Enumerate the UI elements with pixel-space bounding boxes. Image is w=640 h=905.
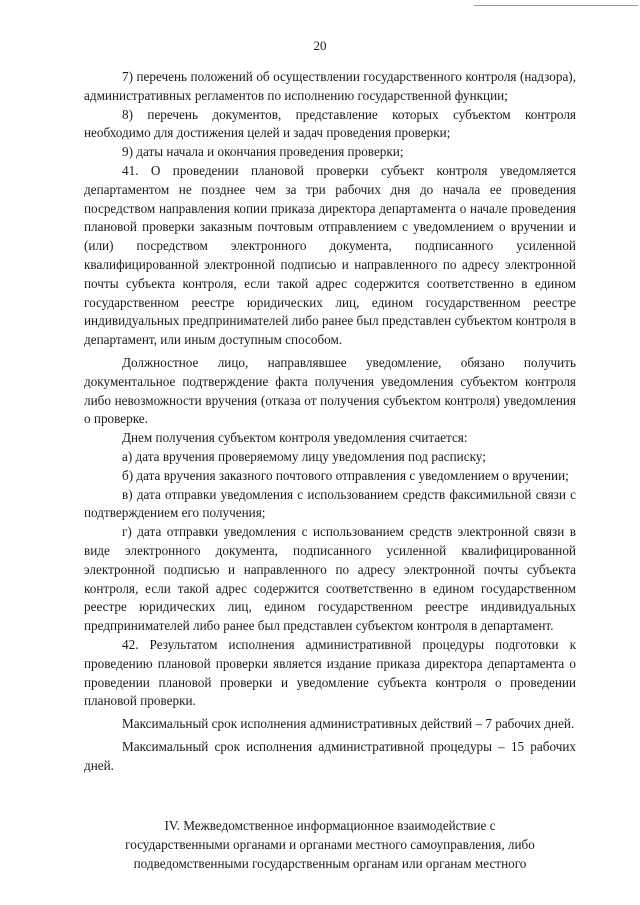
paragraph-41: 41. О проведении плановой проверки субъект контроля уведомляется департаментом не позднее чем за три рабочих дня до начала ее проведения посредством направления копии приказа директора департамента о начале проведения плановой проверки заказным почтовым отправлением с уведомлением о вручении и (или) посредством электронного документа, подписанного усиленной квалифицированной электронной подписью и направленного по адресу электронной почты субъекта контроля, если такой адрес содержится соответственно в едином государственном реестре юридических лиц, едином государственном реестре индивидуальных предпринимателей либо ранее был представлен субъектом контроля в департамент, или иным доступным способом. xyxy=(84,162,576,348)
section-heading xyxy=(84,817,576,873)
paragraph-receipt-g: г) дата отправки уведомления с использованием средств электронной связи в виде электронного документа, подписанного усиленной квалифицированной электронной подписью и направленного по адресу электронной почты субъекта контроля, если такой адрес содержится соответственно в едином государственном реестре юридических лиц, едином государственном реестре индивидуальных предпринимателей либо ранее был представлен субъектом контроля в департамент. xyxy=(84,524,576,634)
paragraph-receipt-v: в) дата отправки уведомления с использованием средств факсимильной связи с подтверждением его получения; xyxy=(84,486,576,521)
paragraph-item-9: 9) даты начала и окончания проведения проверки; xyxy=(122,144,404,160)
document-body xyxy=(84,68,576,775)
top-rule xyxy=(474,5,638,6)
page-number: 20 xyxy=(313,38,327,53)
paragraph-42: 42. Результатом исполнения административной процедуры подготовки к проведению плановой проверки является издание приказа директора департамента о проведении плановой проверки и уведомление субъекта контроля о проведении плановой проверки. xyxy=(84,636,576,709)
paragraph-item-8: 8) перечень документов, представление которых субъектом контроля необходимо для достижения целей и задач проведения проверки; xyxy=(84,106,576,141)
paragraph-receipt-b: б) дата вручения заказного почтового отправления с уведомлением о вручении; xyxy=(122,467,569,483)
paragraph-item-7: 7) перечень положений об осуществлении государственного контроля (надзора), административных регламентов по исполнению государственной функции; xyxy=(84,69,576,103)
paragraph-max-term-actions: Максимальный срок исполнения административных действий – 7 рабочих дней. xyxy=(122,716,575,732)
section-heading-line: подведомственными государственным органам или органам местного xyxy=(133,855,527,871)
paragraph-receipt-day: Днем получения субъектом контроля уведомления считается: xyxy=(122,430,468,446)
paragraph-receipt-a: а) дата вручения проверяемому лицу уведомления под расписку; xyxy=(122,448,486,464)
section-heading-line: IV. Межведомственное информационное взаимодействие с xyxy=(164,818,496,833)
paragraph-official-duty: Должностное лицо, направлявшее уведомление, обязано получить документальное подтверждение факта получения уведомления субъектом контроля либо невозможности вручения (отказа от получения субъектом контроля) уведомления о проверке. xyxy=(84,354,576,427)
paragraph-max-term-procedure: Максимальный срок исполнения административной процедуры – 15 рабочих дней. xyxy=(84,738,576,773)
section-heading-line: государственными органами и органами местного самоуправления, либо xyxy=(125,836,535,852)
